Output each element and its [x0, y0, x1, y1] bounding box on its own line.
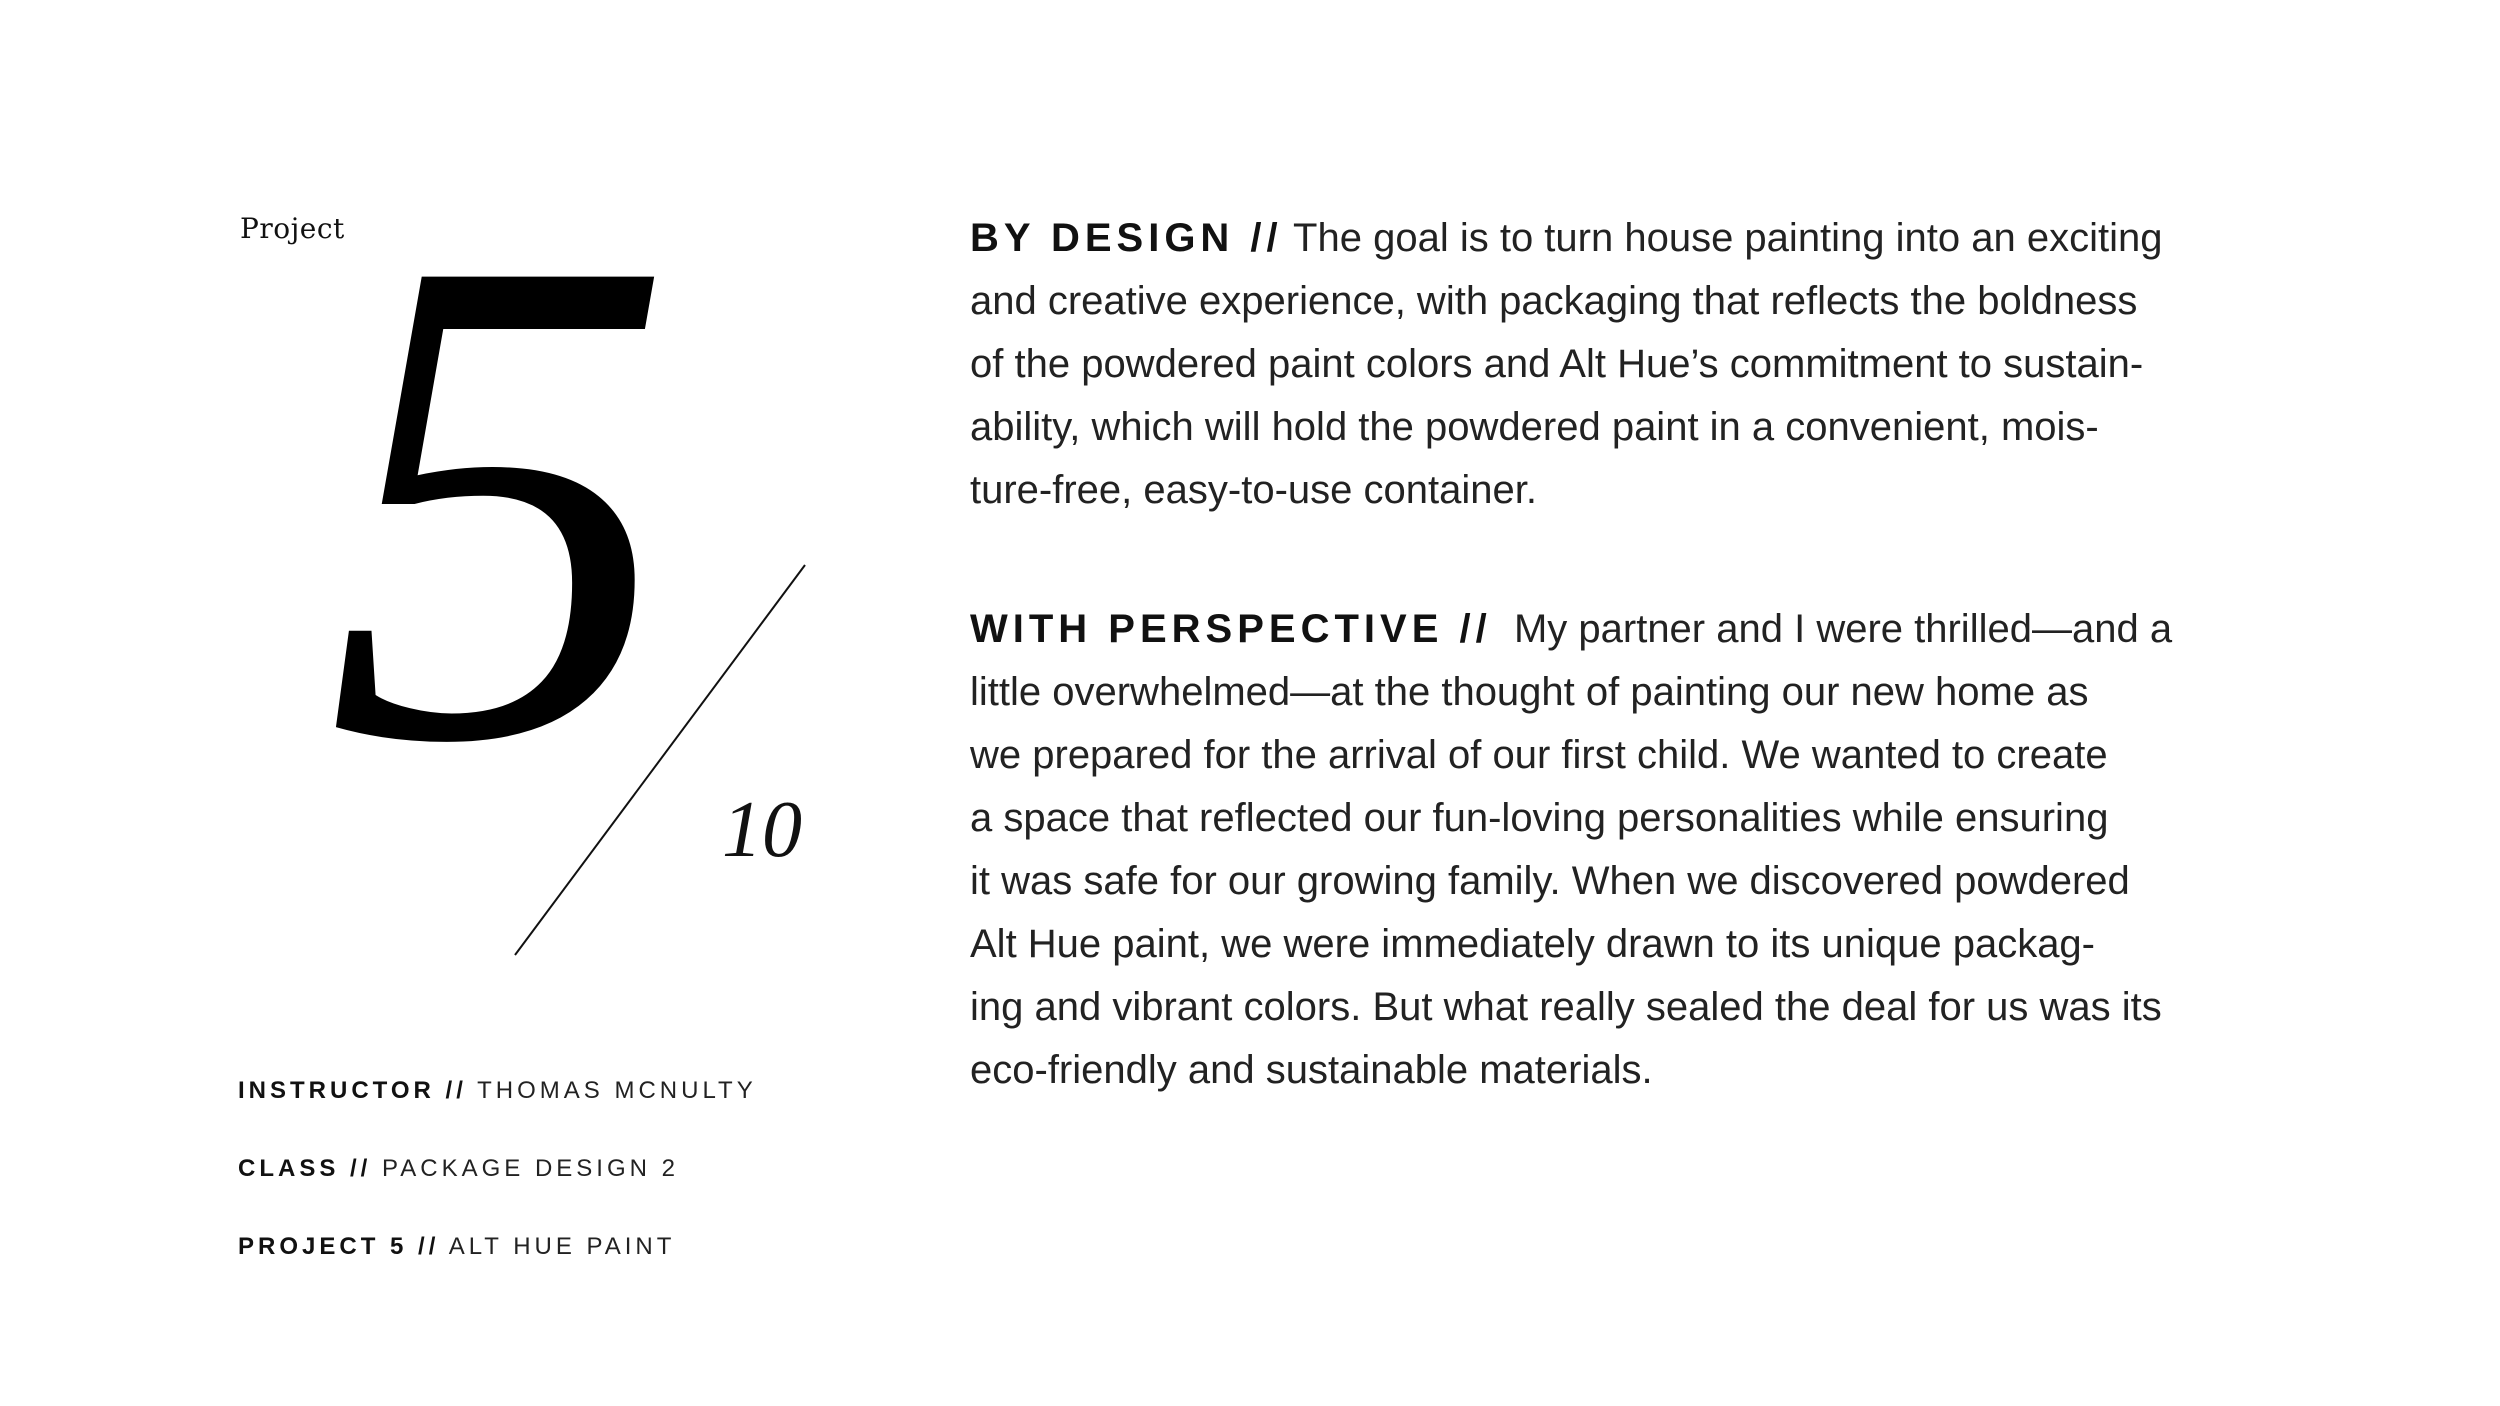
project-total: 10: [722, 786, 802, 874]
paragraph-line: we prepared for the arrival of our first child. We wanted to create: [970, 733, 2108, 777]
credit-instructor: [238, 1077, 757, 1155]
with-perspective-paragraph: [970, 598, 2310, 1102]
credits-block: [238, 1077, 757, 1311]
credit-key: CLASS //: [238, 1155, 372, 1182]
description-text: [970, 207, 2310, 1178]
paragraph-line: and creative experience, with packaging that reflects the boldness: [970, 279, 2138, 323]
paragraph-line: it was safe for our growing family. When we discovered powdered: [970, 859, 2130, 903]
section-heading: BY DESIGN //: [970, 216, 1283, 260]
fraction-slash: [515, 565, 805, 955]
credit-key: PROJECT 5 //: [238, 1233, 440, 1260]
project-label: Project: [240, 212, 345, 245]
credit-value: PACKAGE DESIGN 2: [382, 1155, 679, 1182]
paragraph-line: ability, which will hold the powdered paint in a convenient, mois-: [970, 405, 2099, 449]
paragraph-line: a space that reflected our fun-loving personalities while ensuring: [970, 796, 2109, 840]
credit-project: [238, 1233, 757, 1311]
paragraph-line: WITH PERSPECTIVE // My partner and I were thrilled—and a: [970, 607, 2173, 651]
credit-key: INSTRUCTOR //: [238, 1077, 467, 1104]
paragraph-line: ing and vibrant colors. But what really sealed the deal for us was its: [970, 985, 2162, 1029]
by-design-paragraph: [970, 207, 2310, 522]
paragraph-line: Alt Hue paint, we were immediately drawn to its unique packag-: [970, 922, 2095, 966]
section-heading: WITH PERSPECTIVE //: [970, 607, 1492, 651]
paragraph-line: ture-free, easy-to-use container.: [970, 468, 1537, 512]
paragraph-line: BY DESIGN // The goal is to turn house painting into an exciting: [970, 216, 2163, 260]
paragraph-line: of the powdered paint colors and Alt Hue’s commitment to sustain-: [970, 342, 2144, 386]
credit-value: ALT HUE PAINT: [448, 1233, 676, 1260]
paragraph-line: eco-friendly and sustainable materials.: [970, 1048, 1653, 1092]
credit-class: [238, 1155, 757, 1233]
credit-value: THOMAS MCNULTY: [477, 1077, 757, 1104]
project-number: 5: [325, 112, 675, 887]
paragraph-line: little overwhelmed—at the thought of painting our new home as: [970, 670, 2089, 714]
